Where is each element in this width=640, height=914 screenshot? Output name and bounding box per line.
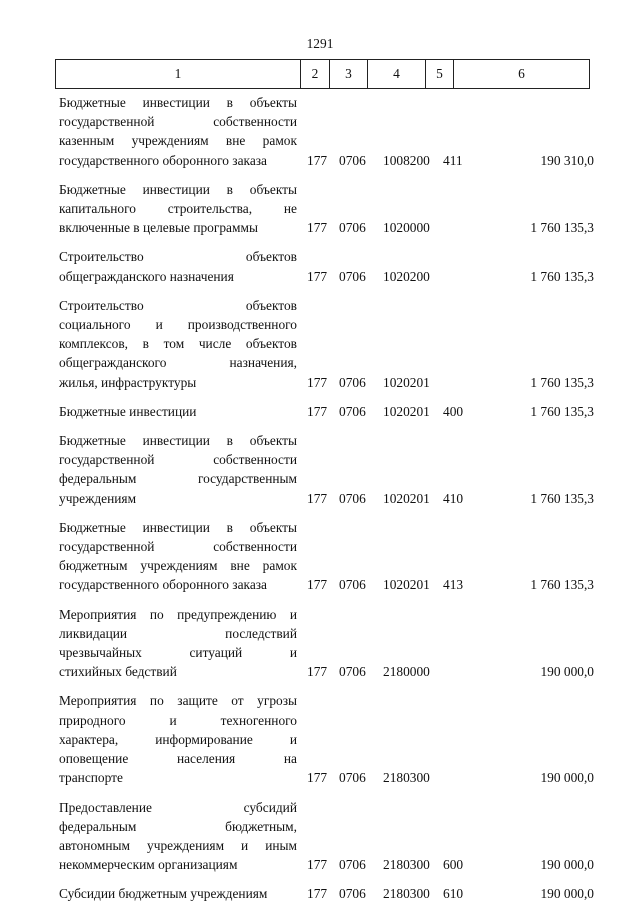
ministry-code: 177 <box>307 886 328 902</box>
ministry-code: 177 <box>307 664 328 680</box>
section-code: 0706 <box>339 374 366 390</box>
target-article-code: 1020200 <box>383 268 430 284</box>
amount-value: 1 760 135,3 <box>530 220 594 236</box>
description-line: стихийных бедствий <box>59 664 177 680</box>
target-article-code: 1020201 <box>383 374 430 390</box>
description-line: Мероприятия по защите от угрозы <box>59 693 297 709</box>
description-line: чрезвычайных ситуаций и <box>59 645 297 661</box>
row-description <box>59 180 297 238</box>
section-code: 0706 <box>339 403 366 419</box>
ministry-code: 177 <box>307 268 328 284</box>
description-line: бюджетным учреждениям вне рамок <box>59 558 297 574</box>
ministry-code: 177 <box>307 770 328 786</box>
page-number: 1291 <box>306 36 334 51</box>
column-header-3: 3 <box>330 60 368 89</box>
target-article-code: 1020000 <box>383 220 430 236</box>
amount-value: 190 000,0 <box>540 857 594 873</box>
amount-value: 190 000,0 <box>540 664 594 680</box>
ministry-code: 177 <box>307 403 328 419</box>
table-row <box>0 247 640 285</box>
target-article-code: 2180000 <box>383 664 430 680</box>
expense-type-code: 610 <box>443 886 464 902</box>
description-line: Бюджетные инвестиции в объекты <box>59 519 297 535</box>
ministry-code: 177 <box>307 374 328 390</box>
description-line: Бюджетные инвестиции в объекты <box>59 95 297 110</box>
description-line: транспорте <box>59 770 123 786</box>
amount-value: 1 760 135,3 <box>530 490 594 506</box>
description-line: характера, информирование и <box>59 731 297 747</box>
description-line: Бюджетные инвестиции в объекты <box>59 181 297 197</box>
section-code: 0706 <box>339 886 366 902</box>
target-article-code: 2180300 <box>383 770 430 786</box>
ministry-code: 177 <box>307 490 328 506</box>
description-line: государственной собственности <box>59 114 297 130</box>
description-line: государственной собственности <box>59 539 297 555</box>
table-row <box>0 884 640 903</box>
section-code: 0706 <box>339 857 366 873</box>
expense-type-code: 600 <box>443 857 464 873</box>
description-line: социального и производственного <box>59 317 297 333</box>
row-description <box>59 605 297 682</box>
description-line: Строительство объектов <box>59 297 297 313</box>
amount-value: 1 760 135,3 <box>530 403 594 419</box>
table-row <box>0 518 640 595</box>
description-line: автономным учреждениям и иным <box>59 837 297 853</box>
description-line: природного и техногенного <box>59 712 297 728</box>
row-description <box>59 798 297 875</box>
description-line: комплексов, в том числе объектов <box>59 336 297 352</box>
section-code: 0706 <box>339 770 366 786</box>
table-row <box>0 691 640 787</box>
column-header-5: 5 <box>426 60 454 89</box>
column-header-row <box>56 60 590 89</box>
row-description <box>59 518 297 595</box>
column-header-table <box>55 59 590 89</box>
target-article-code: 1020201 <box>383 577 430 593</box>
description-line: учреждениям <box>59 490 137 506</box>
table-row <box>0 798 640 875</box>
description-line: государственного оборонного заказа <box>59 577 268 593</box>
description-line: оповещение населения на <box>59 751 297 767</box>
section-code: 0706 <box>339 664 366 680</box>
description-line: федеральным бюджетным, <box>59 818 297 834</box>
row-description <box>59 691 297 787</box>
description-line: Бюджетные инвестиции <box>59 403 197 419</box>
description-line: федеральным государственным <box>59 471 297 487</box>
expense-type-code: 411 <box>443 152 463 168</box>
expense-type-code: 413 <box>443 577 464 593</box>
description-line: включенные в целевые программы <box>59 220 258 236</box>
description-line: общегражданского назначения <box>59 268 234 284</box>
ministry-code: 177 <box>307 220 328 236</box>
row-description <box>59 884 297 903</box>
target-article-code: 1020201 <box>383 403 430 419</box>
column-header-1: 1 <box>56 60 301 89</box>
description-line: Бюджетные инвестиции в объекты <box>59 433 297 449</box>
ministry-code: 177 <box>307 577 328 593</box>
row-description <box>59 93 297 170</box>
description-line: общегражданского назначения, <box>59 355 297 371</box>
section-code: 0706 <box>339 490 366 506</box>
section-code: 0706 <box>339 268 366 284</box>
budget-rows <box>0 93 640 914</box>
table-row <box>0 402 640 421</box>
section-code: 0706 <box>339 152 366 168</box>
amount-value: 1 760 135,3 <box>530 268 594 284</box>
description-line: Строительство объектов <box>59 249 297 265</box>
description-line: государственного оборонного заказа <box>59 152 268 168</box>
target-article-code: 1008200 <box>383 152 430 168</box>
column-header-4: 4 <box>368 60 426 89</box>
row-description <box>59 296 297 392</box>
ministry-code: 177 <box>307 857 328 873</box>
description-line: ликвидации последствий <box>59 625 297 641</box>
amount-value: 190 310,0 <box>540 152 594 168</box>
amount-value: 190 000,0 <box>540 770 594 786</box>
description-line: Субсидии бюджетным учреждениям <box>59 886 268 902</box>
row-description <box>59 247 297 285</box>
target-article-code: 2180300 <box>383 886 430 902</box>
amount-value: 190 000,0 <box>540 886 594 902</box>
column-header-2: 2 <box>301 60 330 89</box>
row-description <box>59 402 297 421</box>
expense-type-code: 410 <box>443 490 464 506</box>
table-row <box>0 180 640 238</box>
ministry-code: 177 <box>307 152 328 168</box>
description-line: государственной собственности <box>59 452 297 468</box>
target-article-code: 2180300 <box>383 857 430 873</box>
section-code: 0706 <box>339 577 366 593</box>
target-article-code: 1020201 <box>383 490 430 506</box>
table-row <box>0 296 640 392</box>
description-line: жилья, инфраструктуры <box>59 374 197 390</box>
amount-value: 1 760 135,3 <box>530 374 594 390</box>
table-row <box>0 93 640 170</box>
description-line: капитального строительства, не <box>59 201 297 217</box>
column-header-6: 6 <box>454 60 590 89</box>
table-row <box>0 431 640 508</box>
expense-type-code: 400 <box>443 403 464 419</box>
description-line: некоммерческим организациям <box>59 857 238 873</box>
description-line: казенным учреждениям вне рамок <box>59 133 297 149</box>
amount-value: 1 760 135,3 <box>530 577 594 593</box>
table-row <box>0 605 640 682</box>
description-line: Мероприятия по предупреждению и <box>59 606 297 622</box>
description-line: Предоставление субсидий <box>59 799 297 815</box>
section-code: 0706 <box>339 220 366 236</box>
row-description <box>59 431 297 508</box>
